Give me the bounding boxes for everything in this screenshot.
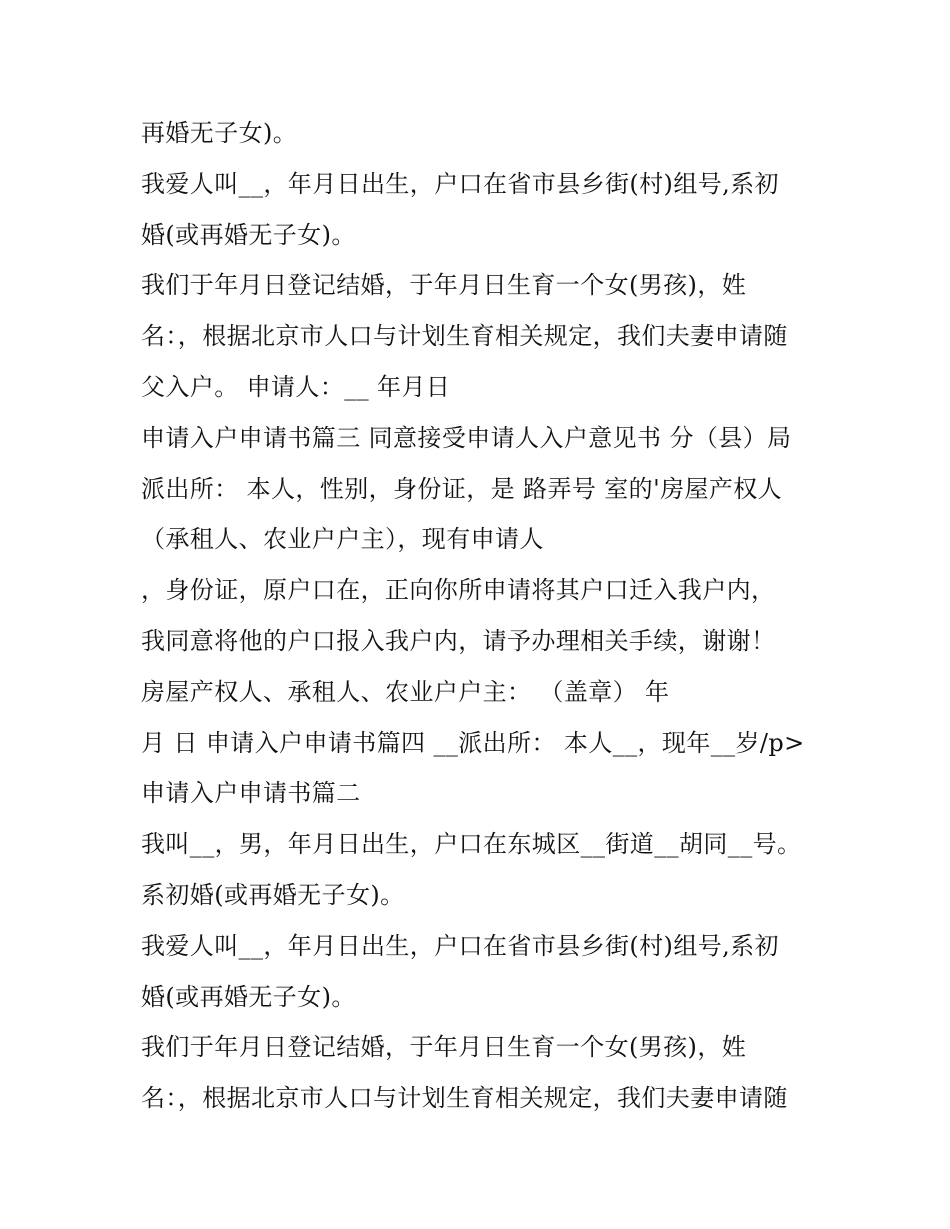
text-line: 婚(或再婚无子女)。 [141,220,356,249]
text-line: （承租人、农业户户主），现有申请人 [141,525,544,554]
text-line: 派出所： 本人，性别，身份证，是 路弄号 室的'房屋产权人 [141,474,783,503]
text-line: 名：，根据北京市人口与计划生育相关规定，我们夫妻申请随 [141,1084,788,1113]
text-line: 我们于年月日登记结婚，于年月日生育一个女(男孩)，姓 [141,271,747,300]
text-line: 我爱人叫__，年月日出生，户口在省市县乡街(村)组号,系初 [141,931,779,960]
text-line: 父入户。 申请人：__ 年月日 [141,372,451,401]
section-heading: 申请入户申请书篇二 [141,779,361,808]
text-line: 我叫__，男，年月日出生，户口在东城区__街道__胡同__号。 [141,830,802,859]
text-line: 我爱人叫__，年月日出生，户口在省市县乡街(村)组号,系初 [141,169,779,198]
text-line: 系初婚(或再婚无子女)。 [141,880,405,909]
text-line: 我同意将他的户口报入我户内，请予办理相关手续，谢谢！ [141,626,776,655]
text-line: ，身份证，原户口在，正向你所申请将其户口迁入我户内， [141,576,776,605]
text-line: 婚(或再婚无子女)。 [141,982,356,1011]
document-body [141,108,831,1124]
text-line: 我们于年月日登记结婚，于年月日生育一个女(男孩)，姓 [141,1033,747,1062]
text-line: 再婚无子女)。 [141,119,298,147]
text-line: 月 日 申请入户申请书篇四 __派出所： 本人__，现年__岁/p> [141,728,805,757]
text-line: 房屋产权人、承租人、农业户户主： （盖章） 年 [141,677,670,706]
section-heading-line: 申请入户申请书篇三 同意接受申请人入户意见书 分（县）局 [141,423,792,452]
text-line: 名：，根据北京市人口与计划生育相关规定，我们夫妻申请随 [141,322,788,351]
